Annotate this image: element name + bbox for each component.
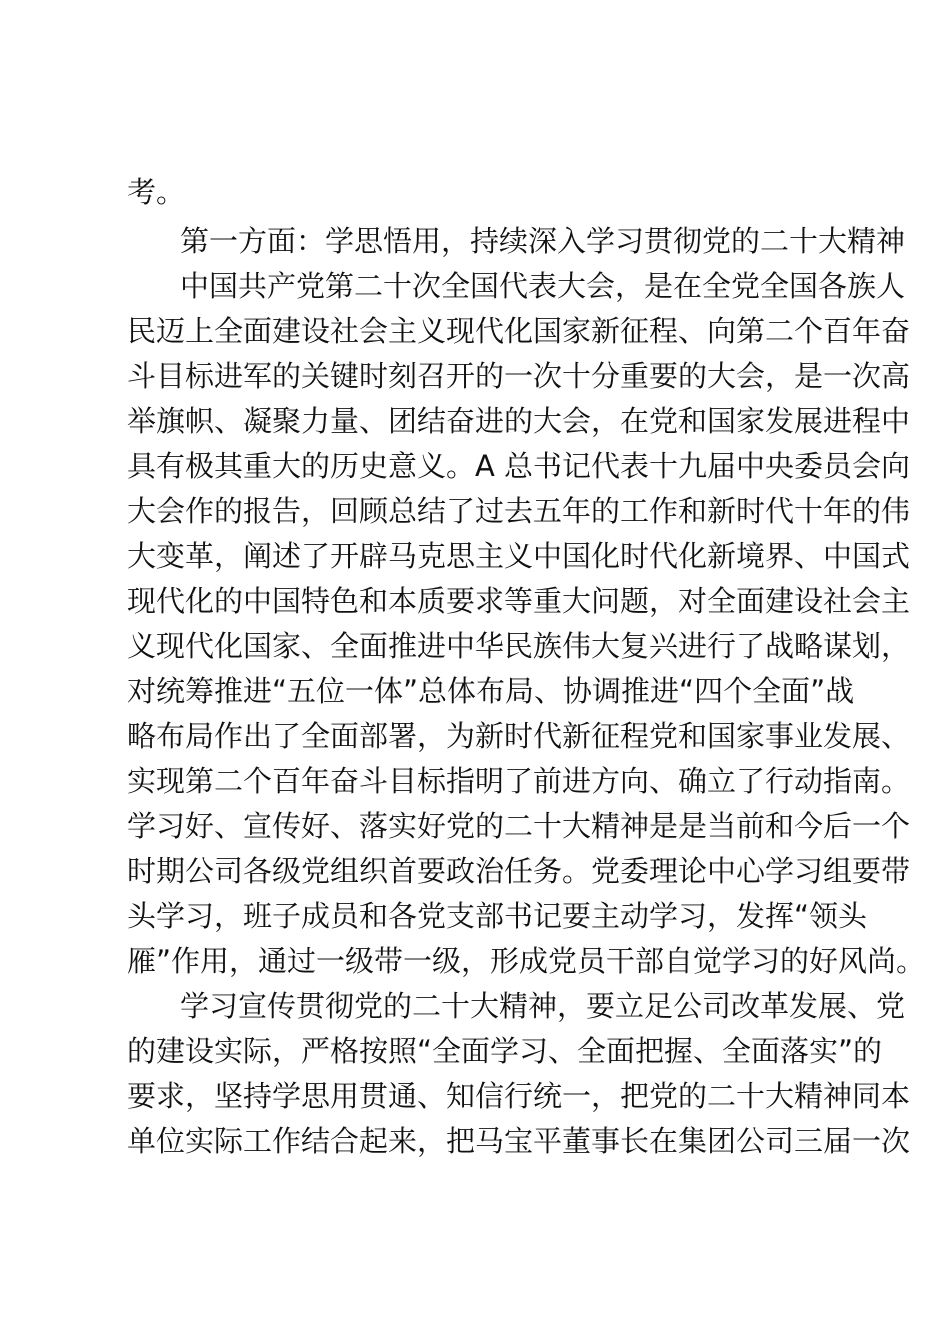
paragraph-1-line-14: 时期公司各级党组织首要政治任务。党委理论中心学习组要带 — [127, 854, 911, 888]
paragraph-1-line-15: 头学习，班子成员和各党支部书记要主动学习，发挥“领头 — [127, 899, 868, 933]
text-line-continuation: 考。 — [127, 175, 186, 209]
paragraph-1-line-13: 学习好、宣传好、落实好党的二十大精神是是当前和今后一个 — [127, 809, 911, 843]
section-heading: 第一方面：学思悟用，持续深入学习贯彻党的二十大精神 — [180, 224, 906, 258]
paragraph-1-line-3: 斗目标进军的关键时刻召开的一次十分重要的大会，是一次高 — [127, 359, 911, 393]
paragraph-1-line-7: 大变革，阐述了开辟马克思主义中国化时代化新境界、中国式 — [127, 539, 911, 573]
paragraph-2-line-1: 学习宣传贯彻党的二十大精神，要立足公司改革发展、党 — [180, 989, 906, 1023]
paragraph-1-line-2: 民迈上全面建设社会主义现代化国家新征程、向第二个百年奋 — [127, 314, 911, 348]
paragraph-1-line-9: 义现代化国家、全面推进中华民族伟大复兴进行了战略谋划， — [127, 629, 911, 663]
paragraph-1-line-4: 举旗帜、凝聚力量、团结奋进的大会，在党和国家发展进程中 — [127, 404, 911, 438]
paragraph-2-line-3: 要求，坚持学思用贯通、知信行统一，把党的二十大精神同本 — [127, 1079, 911, 1113]
paragraph-1-line-8: 现代化的中国特色和本质要求等重大问题，对全面建设社会主 — [127, 584, 911, 618]
paragraph-1-line-6: 大会作的报告，回顾总结了过去五年的工作和新时代十年的伟 — [127, 494, 911, 528]
paragraph-1-line-5: 具有极其重大的历史意义。A 总书记代表十九届中央委员会向 — [127, 449, 911, 483]
paragraph-1-line-10: 对统筹推进“五位一体”总体布局、协调推进“四个全面”战 — [127, 674, 855, 708]
paragraph-2-line-4: 单位实际工作结合起来，把马宝平董事长在集团公司三届一次 — [127, 1124, 911, 1158]
paragraph-1-line-12: 实现第二个百年奋斗目标指明了前进方向、确立了行动指南。 — [127, 764, 911, 798]
paragraph-1-line-16: 雁”作用，通过一级带一级，形成党员干部自觉学习的好风尚。 — [127, 944, 926, 978]
paragraph-1-line-1: 中国共产党第二十次全国代表大会，是在全党全国各族人 — [180, 269, 906, 303]
paragraph-2-line-2: 的建设实际，严格按照“全面学习、全面把握、全面落实”的 — [127, 1034, 883, 1068]
paragraph-1-line-11: 略布局作出了全面部署，为新时代新征程党和国家事业发展、 — [127, 719, 911, 753]
